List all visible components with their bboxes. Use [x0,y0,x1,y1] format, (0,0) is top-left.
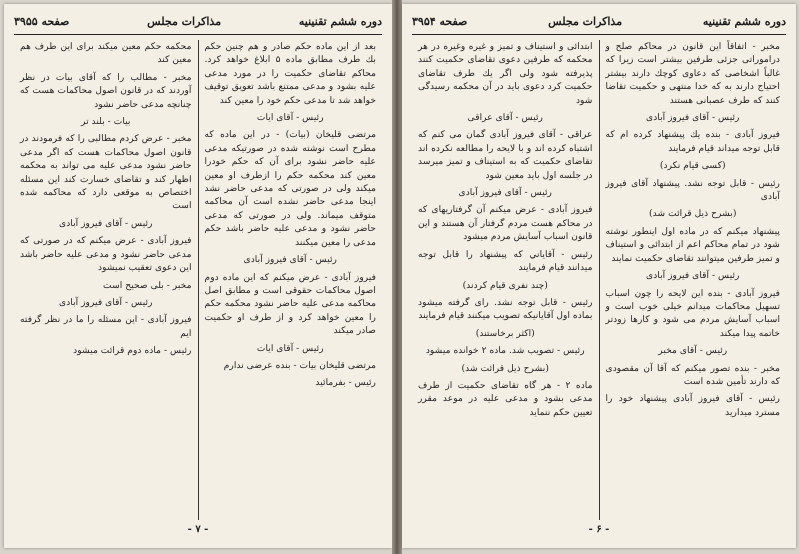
paragraph: رئيس - قابل توجه نشد. راى گرفته ميشود بماده اول آقايانيكه تصويب ميكنند قيام فرمايند [418,296,593,322]
page-left [4,4,392,548]
paragraph: مخبر - بلى صحيح است [103,279,192,291]
paragraph: فيروز آبادى - عرض ميكنم كه اين ماده دوم اصول محاكمات حقوقى است و مطابق اصل محاكمه مدعى عليه حاضر نشود محكمه حكم را معين خواهد كرد و از طرف او حكميت صادر ميكند [204,271,376,337]
paragraph: فيروز آبادى - عرض ميكنم آن گرفتاريهاى كه در محاكم هست مردم گرفتار آن هستند و اين قانون اسباب آسايش مردم ميشود [418,204,593,243]
text-columns [14,40,382,520]
paragraph: فيروز آبادى - بنده يك پيشنهاد كرده ام كه قابل توجه ميداند قيام فرمايند [605,129,780,154]
speaker-line: رئيس - آقاى فيروز آبادى [646,270,740,282]
paragraph: رئيس - بفرمائيد [315,377,376,389]
page-number: - ۷ - [187,524,209,535]
header-title: مذاكرات مجلس [548,14,623,28]
paragraph: رئيس - آقاياني كه پيشنهاد را قابل توجه ميدانند قيام فرمايند [418,248,593,274]
speaker-line: رئيس - آقاى ايات [256,112,324,124]
procedural-note: (بشرح ذيل قرائت شد) [649,208,737,220]
paragraph: مخبر - اتفاقاً اين قانون در محاكم صلح و دراموراتى جزئى طرفين بيشتر است زيرا كه غالباً اشخاصى كه دعاوى كوچك دارند بيشتر احتياج دارند به كه خدا منتهى و حكميت تقاضا كنند كه طرف عصبانى هستند [605,41,780,106]
paragraph: مخبر - عرض كردم مطالبى را كه فرمودند در قانون اصول محاكمات هست كه اگر مدعى حاضر نشود مدعى عليه مى تواند به محكمه اظهار كند و تقاضاى خسارت كند اين مسئله اختصاص به موقعى دارد كه محاكمه شده است [20,133,192,212]
speaker-line: رئيس - آقاى ايات [256,342,324,354]
text-column-right [600,40,787,520]
speaker-line: رئيس - آقاى فيروز آبادى [646,112,740,124]
paragraph: رئيس - آقاى فيروز آبادى پيشنهاد خود را مسترد ميداريد [605,393,780,418]
header-session: دوره ششم تقنينيه [298,14,382,28]
paragraph: رئيس - قابل توجه نشد. پيشنهاد آقاى فيروز آبادى [605,177,780,203]
text-column-left [412,40,599,520]
paragraph: بعد از اين ماده حكم صادر و هم چنين حكم بك طرف مطابق ماده ۵ ابلاغ خواهد كرد. محاكم تقاضاى حكميت را در مورد مدعى عليه بشود و مدعى ممتنع باشد تعويق توقيف خواهد شد تا مدعى حكم خود را معين كند [204,41,376,106]
procedural-note: (چند نفرى قيام كردند) [462,279,548,291]
paragraph: محكمه حكم معين ميكند براى اين طرف هم معين كند [20,41,192,66]
header-title: مذاكرات مجلس [147,14,222,28]
paragraph: ماده ۲ - هر گاه تقاضاى حكميت از طرف مدعى بشود و مدعى عليه در موعد مقرر تعيين حكم ننمايد [418,379,593,418]
page-header [412,10,786,32]
speaker-line: رئيس - آقاى مخبر [658,345,728,357]
header-session: دوره ششم تقنينيه [702,14,786,28]
paragraph: مخبر - مطالب را كه آقاى بيات در نظر آوردند كه در قانون اصول محاكمات هست كه چنانچه مدعى حاضر نشود [20,71,192,110]
paragraph: فيروز آبادى - بنده اين لايحه را چون اسباب تسهيل محاكمات ميدانم خيلى خوب است و اسباب آسايش مردم مى شود و كارها زودتر خاتمه پيدا ميكند [605,287,780,339]
speaker-line: رئيس - آقاى فيروز آبادى [458,187,552,199]
procedural-note: (بشرح ذيل قرائت شد) [461,362,549,374]
paragraph: رئيس - تصويب شد. ماده ۲ خوانده ميشود [425,345,585,357]
text-column-left [14,40,198,520]
speaker-line: بيات - بلند تر [81,116,131,128]
header-page-number: صفحه ۳۹۵۴ [412,14,468,28]
speaker-line: رئيس - آقاى عراقى [467,112,543,124]
paragraph: مخبر - بنده تصور ميكنم كه آقا آن مقصودى كه دارند تأمين شده است [605,362,780,387]
paragraph: عراقى - آقاى فيروز آبادى گمان مى كنم كه اشتباه كرده اند و با لايحه را مطالعه نكرده اند تقاضاى حكميت كه به استيناف و تميز ميرسد در جلسه اول بايد معين شود [418,129,593,181]
column-divider [599,40,600,520]
page-header [14,10,382,32]
text-column-right [199,40,383,520]
procedural-note: (كسى قيام نكرد) [659,160,726,172]
paragraph: ابتدائى و استيناف و تميز و غيره وغيره در هر محكمه كه طرفين دعوى تقاضاى حكميت كنند پذيرفته شود ولى اگر يك طرف تقاضاى حكميت كرد دعوى بايد در آن محكمه رسيدگى شود [418,41,593,106]
paragraph: مرتضى قليخان بيات - بنده عرضى ندارم [223,359,376,371]
page-number: - ۶ - [588,524,610,535]
book-gutter [392,0,402,554]
procedural-note: (اكثر برخاستند) [475,327,535,339]
paragraph: رئيس - ماده دوم قرائت ميشود [73,345,192,357]
speaker-line: رئيس - آقاى فيروز آبادى [59,296,153,308]
header-rule [14,34,382,35]
header-page-number: صفحه ۳۹۵۵ [14,14,70,28]
speaker-line: رئيس - آقاى فيروز آبادى [59,217,153,229]
header-rule [412,34,786,35]
paragraph: فيروز آبادى - اين مسئله را ما در نظر گرفته ايم [20,314,192,339]
paragraph: فيروز آبادى - عرض ميكنم كه در صورتى كه مدعى حاضر نشود و مدعى عليه حاضر باشد اين دعوى تعقيب نميشود [20,235,192,274]
text-columns [412,40,786,520]
speaker-line: رئيس - آقاى فيروز آبادى [243,254,337,266]
column-divider [198,40,199,520]
paragraph: پيشنهاد ميكنم كه در ماده اول اينطور نوشته شود در تمام محاكم اعم از ابتدائى و استيناف و تميز طرفين ميتوانند تقاضاى حكميت نمايند [605,225,780,264]
page-right [402,4,796,548]
paragraph: مرتضى قليخان (بيات) - در اين ماده كه مطرح است نوشته شده در صورتيكه مدعى عليه حاضر نشود براى آن كه حكم خودرا معين كند محكمه حكم را ازطرف او معين ميكند ولى در صورتى كه مدعى حاضر نشد اينجا مدعى حاضر نشده است آن محاكمه متوقف ميماند. ولى در صورتى كه مدعى حاضر نشود و مدعى عليه حاضر باشد حكم مدعى را معين ميكنند [204,129,376,248]
